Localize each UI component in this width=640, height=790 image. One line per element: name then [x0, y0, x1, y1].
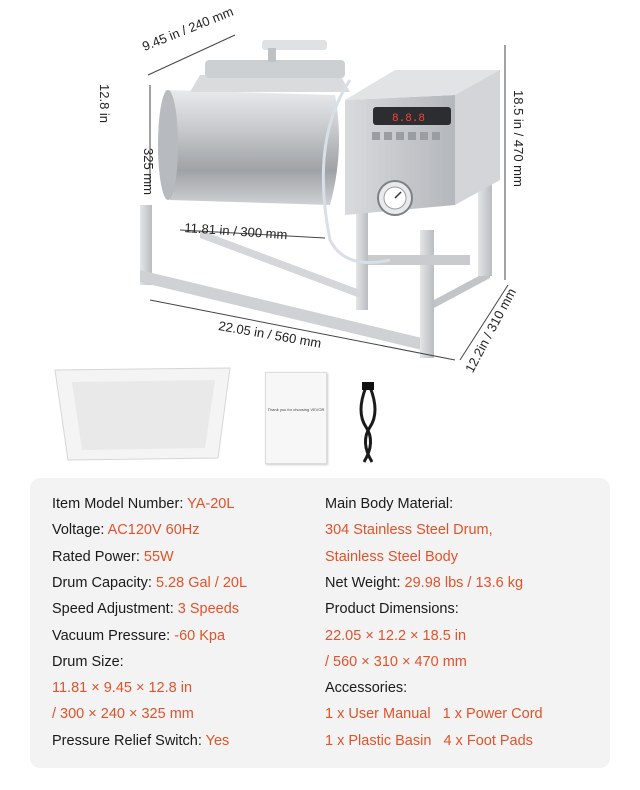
dimension-drum-length: 11.81 in / 300 mm — [183, 220, 288, 243]
spec-value: / 560 × 310 × 470 mm — [325, 653, 467, 670]
spec-row — [52, 706, 194, 722]
spec-label: Vacuum Pressure: — [52, 627, 175, 644]
spec-row — [52, 549, 174, 565]
spec-row — [325, 549, 458, 565]
spec-row — [52, 575, 247, 591]
spec-label: Net Weight: — [325, 574, 405, 591]
spec-value: 22.05 × 12.2 × 18.5 in — [325, 627, 467, 644]
dimension-drum-height-in: 12.8 in — [97, 84, 112, 124]
spec-value: Yes — [205, 732, 230, 749]
spec-value: AC120V 60Hz — [107, 522, 200, 539]
spec-value: 3 Speeds — [177, 601, 240, 618]
drum — [158, 40, 350, 205]
spec-row — [325, 628, 466, 644]
spec-row — [52, 601, 239, 617]
spec-label: Accessories: — [325, 680, 408, 697]
dimension-top-depth: 9.45 in / 240 mm — [140, 3, 236, 54]
spec-row — [52, 522, 200, 538]
control-box — [345, 70, 500, 215]
spec-row — [325, 654, 467, 670]
dimension-drum-height-mm: 325 mm — [141, 148, 156, 195]
spec-label: Drum Size: — [52, 653, 124, 670]
spec-value: 304 Stainless Steel Drum, — [325, 522, 493, 539]
spec-row — [52, 680, 192, 696]
dimension-total-depth: 12.2in / 310 mm — [462, 285, 520, 376]
frame — [140, 180, 492, 358]
power-cord-image — [348, 382, 388, 472]
spec-label: Product Dimensions: — [325, 601, 459, 618]
spec-row — [325, 733, 533, 749]
svg-text:8.8.8: 8.8.8 — [392, 113, 426, 125]
spec-value: / 300 × 240 × 325 mm — [52, 706, 194, 723]
plastic-basin-image — [50, 360, 240, 470]
spec-label: Main Body Material: — [325, 496, 454, 512]
user-manual-text: Thank you for choosing VEVOR — [267, 407, 325, 412]
spec-value: -60 Kpa — [174, 627, 226, 644]
spec-value: 1 x Plastic Basin 4 x Foot Pads — [325, 732, 533, 749]
spec-value: Stainless Steel Body — [325, 548, 458, 565]
spec-row — [52, 496, 234, 512]
spec-label: Drum Capacity: — [52, 574, 156, 591]
user-manual — [265, 372, 327, 464]
dimension-total-length: 22.05 in / 560 mm — [217, 318, 323, 351]
spec-row — [52, 628, 225, 644]
spec-value: 1 x User Manual 1 x Power Cord — [325, 706, 543, 723]
spec-row — [52, 733, 229, 749]
spec-value: 5.28 Gal / 20L — [155, 574, 248, 591]
spec-row — [325, 496, 453, 512]
spec-value: 55W — [143, 548, 174, 565]
spec-row — [325, 706, 543, 722]
spec-row — [325, 522, 493, 538]
spec-value: 29.98 lbs / 13.6 kg — [404, 574, 524, 591]
spec-row — [325, 680, 407, 696]
spec-label: Pressure Relief Switch: — [52, 732, 206, 749]
spec-row — [52, 654, 124, 670]
spec-label: Speed Adjustment: — [52, 601, 178, 618]
spec-value: YA-20L — [187, 496, 235, 512]
spec-label: Item Model Number: — [52, 496, 188, 512]
spec-row — [325, 601, 459, 617]
spec-label: Rated Power: — [52, 548, 144, 565]
spec-row — [325, 575, 523, 591]
spec-value: 11.81 × 9.45 × 12.8 in — [52, 680, 193, 697]
spec-label: Voltage: — [52, 522, 108, 539]
dimension-total-height: 18.5 in / 470 mm — [511, 90, 526, 187]
